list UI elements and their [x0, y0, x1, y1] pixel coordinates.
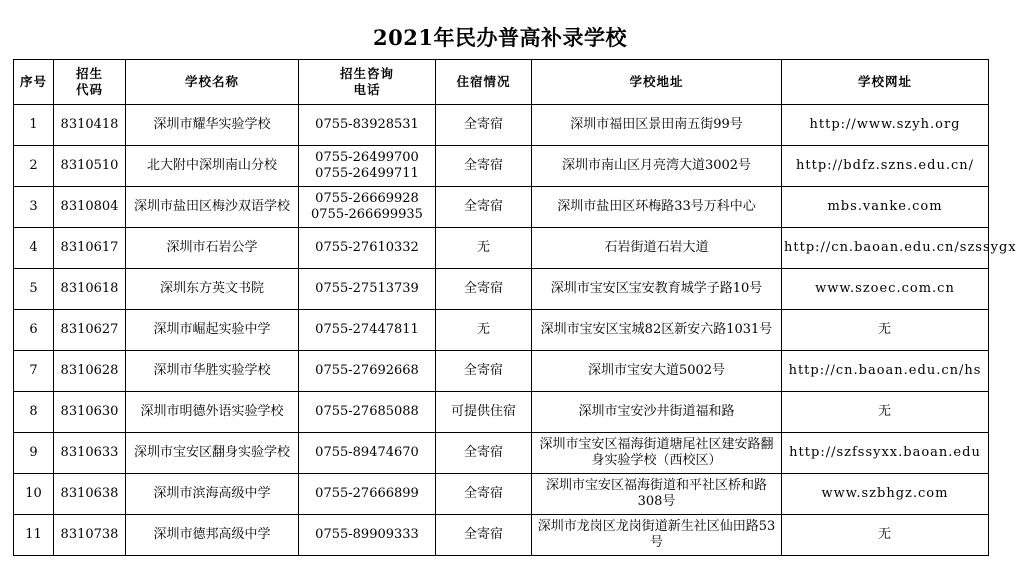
- cell-address: [532, 351, 782, 392]
- table-row: [14, 269, 989, 310]
- cell-website-text: http://www.szyh.org: [809, 117, 961, 132]
- cell-phone: [299, 351, 436, 392]
- cell-phone: [299, 433, 436, 474]
- cell-index-text: 9: [29, 445, 38, 460]
- cell-address-text: 深圳市宝安区宝城82区新安六路1031号: [540, 322, 773, 337]
- cell-index-text: 10: [25, 486, 42, 501]
- table-row: [14, 474, 989, 515]
- cell-boarding-text: 全寄宿: [463, 158, 503, 173]
- cell-code-text: 8310627: [60, 322, 119, 337]
- cell-index: [14, 187, 54, 228]
- cell-website: [782, 433, 989, 474]
- cell-address: [532, 187, 782, 228]
- cell-index-text: 4: [29, 240, 38, 255]
- cell-code: [54, 351, 126, 392]
- cell-code-text: 8310418: [60, 117, 119, 132]
- cell-school-name: [126, 515, 299, 556]
- cell-school-name: [126, 310, 299, 351]
- cell-school-name-text: 深圳市华胜实验学校: [153, 363, 271, 378]
- cell-boarding-text: 全寄宿: [463, 527, 503, 542]
- cell-address-text: 深圳市宝安区福海街道塘尾社区建安路翻身实验学校（西校区）: [539, 437, 774, 468]
- cell-index: [14, 269, 54, 310]
- cell-website-text: http://bdfz.szns.edu.cn/: [796, 158, 974, 173]
- phone-number: 0755-27685088: [315, 404, 419, 419]
- cell-school-name-text: 深圳市石岩公学: [166, 240, 258, 255]
- cell-index-text: 7: [29, 363, 38, 378]
- cell-index: [14, 105, 54, 146]
- cell-phone: [299, 474, 436, 515]
- cell-index: [14, 433, 54, 474]
- cell-code: [54, 228, 126, 269]
- cell-school-name-text: 深圳市滨海高级中学: [153, 486, 271, 501]
- cell-address-text: 石岩街道石岩大道: [604, 240, 709, 255]
- header-code-line1: 招生: [75, 66, 103, 81]
- cell-school-name-text: 深圳市宝安区翻身实验学校: [133, 445, 290, 460]
- cell-code: [54, 433, 126, 474]
- cell-website: [782, 105, 989, 146]
- cell-boarding-text: 全寄宿: [463, 486, 503, 501]
- cell-code: [54, 105, 126, 146]
- cell-school-name: [126, 146, 299, 187]
- cell-phone: [299, 515, 436, 556]
- phone-number: 0755-26499711: [315, 166, 419, 181]
- cell-index: [14, 474, 54, 515]
- cell-index: [14, 310, 54, 351]
- cell-website-text: http://szfssyxx.baoan.edu: [789, 445, 981, 460]
- cell-website: [782, 228, 1017, 269]
- page-title: 2021年民办普高补录学校: [373, 25, 627, 50]
- table-row: [14, 310, 989, 351]
- cell-website-text: http://cn.baoan.edu.cn/hs: [788, 363, 982, 378]
- table-row: [14, 433, 989, 474]
- cell-address-text: 深圳市宝安大道5002号: [587, 363, 726, 378]
- cell-school-name: [126, 433, 299, 474]
- cell-address-text: 深圳市南山区月亮湾大道3002号: [561, 158, 752, 173]
- cell-address-text: 深圳市龙岗区龙岗街道新生社区仙田路53号: [537, 519, 776, 550]
- cell-index-text: 6: [29, 322, 38, 337]
- cell-code-text: 8310510: [60, 158, 119, 173]
- header-code-line2: 代码: [75, 82, 103, 97]
- phone-number: 0755-27692668: [315, 363, 419, 378]
- cell-phone: [299, 187, 436, 228]
- table-row: [14, 515, 989, 556]
- cell-school-name: [126, 351, 299, 392]
- cell-code: [54, 269, 126, 310]
- cell-code-text: 8310804: [60, 199, 119, 214]
- cell-code: [54, 187, 126, 228]
- cell-website-text: mbs.vanke.com: [827, 199, 943, 214]
- phone-number: 0755-89909333: [315, 527, 419, 542]
- cell-code-text: 8310738: [60, 527, 119, 542]
- header-phone: [299, 60, 436, 105]
- cell-address: [532, 105, 782, 146]
- cell-website: [782, 146, 989, 187]
- cell-phone: [299, 105, 436, 146]
- cell-index: [14, 351, 54, 392]
- cell-website: [782, 474, 989, 515]
- cell-index: [14, 515, 54, 556]
- schools-table: [13, 59, 1017, 556]
- cell-index: [14, 228, 54, 269]
- header-code: [54, 60, 126, 105]
- cell-phone: [299, 146, 436, 187]
- cell-website-text: http://cn.baoan.edu.cn/szssygx: [784, 240, 1017, 255]
- cell-school-name: [126, 187, 299, 228]
- cell-website-text: 无: [877, 322, 892, 337]
- cell-boarding-text: 全寄宿: [463, 445, 503, 460]
- cell-boarding-text: 全寄宿: [463, 117, 503, 132]
- phone-number: 0755-26499700: [315, 150, 419, 165]
- cell-index-text: 5: [29, 281, 38, 296]
- phone-number: 0755-27666899: [315, 486, 419, 501]
- header-website: 学校网址: [782, 60, 989, 105]
- table-row: [14, 105, 989, 146]
- cell-boarding: [436, 228, 532, 269]
- cell-school-name: [126, 269, 299, 310]
- cell-boarding: [436, 474, 532, 515]
- cell-boarding: [436, 187, 532, 228]
- cell-code: [54, 474, 126, 515]
- cell-phone: [299, 228, 436, 269]
- cell-boarding-text: 可提供住宿: [450, 404, 516, 419]
- cell-address: [532, 146, 782, 187]
- cell-code-text: 8310638: [60, 486, 119, 501]
- cell-phone: [299, 392, 436, 433]
- cell-boarding-text: 全寄宿: [463, 199, 503, 214]
- cell-code-text: 8310628: [60, 363, 119, 378]
- cell-boarding: [436, 351, 532, 392]
- cell-school-name: [126, 474, 299, 515]
- phone-number: 0755-27610332: [315, 240, 419, 255]
- phone-number: 0755-27447811: [315, 322, 419, 337]
- cell-address: [532, 228, 782, 269]
- phone-number: 0755-83928531: [315, 117, 419, 132]
- cell-website: [782, 187, 989, 228]
- cell-school-name: [126, 228, 299, 269]
- header-phone-line1: 招生咨询: [339, 66, 394, 81]
- cell-address: [532, 392, 782, 433]
- cell-website-text: 无: [877, 404, 892, 419]
- cell-boarding-text: 无: [476, 322, 490, 337]
- cell-phone: [299, 310, 436, 351]
- table-row: [14, 146, 989, 187]
- cell-index-text: 11: [25, 527, 42, 542]
- cell-index-text: 1: [29, 117, 38, 132]
- cell-boarding: [436, 269, 532, 310]
- cell-address: [532, 515, 782, 556]
- cell-school-name-text: 深圳市耀华实验学校: [153, 117, 271, 132]
- cell-address-text: 深圳市宝安区宝安教育城学子路10号: [550, 281, 763, 296]
- cell-school-name-text: 深圳市盐田区梅沙双语学校: [133, 199, 290, 214]
- header-row: [14, 60, 989, 105]
- phone-number: 0755-27513739: [315, 281, 419, 296]
- cell-website: [782, 392, 989, 433]
- table-row: [14, 228, 989, 269]
- cell-address-text: 深圳市盐田区环梅路33号万科中心: [557, 199, 756, 214]
- cell-boarding: [436, 146, 532, 187]
- header-boarding: 住宿情况: [436, 60, 532, 105]
- header-index: 序号: [14, 60, 54, 105]
- phone-number: 0755-89474670: [315, 445, 419, 460]
- cell-website: [782, 351, 989, 392]
- phone-number: 0755-26669928: [315, 191, 419, 206]
- cell-code: [54, 146, 126, 187]
- cell-school-name-text: 深圳东方英文书院: [159, 281, 264, 296]
- cell-index-text: 3: [29, 199, 38, 214]
- cell-address-text: 深圳市福田区景田南五街99号: [570, 117, 743, 132]
- cell-code: [54, 392, 126, 433]
- header-address: 学校地址: [532, 60, 782, 105]
- cell-boarding: [436, 433, 532, 474]
- table-row: [14, 351, 989, 392]
- cell-phone: [299, 269, 436, 310]
- header-name: 学校名称: [126, 60, 299, 105]
- cell-index-text: 8: [29, 404, 38, 419]
- header-phone-line2: 电话: [353, 82, 381, 97]
- cell-code-text: 8310618: [60, 281, 119, 296]
- cell-address: [532, 310, 782, 351]
- cell-address: [532, 474, 782, 515]
- cell-boarding-text: 全寄宿: [463, 363, 503, 378]
- cell-code: [54, 310, 126, 351]
- cell-website-text: 无: [877, 527, 892, 542]
- cell-boarding-text: 全寄宿: [463, 281, 503, 296]
- cell-school-name-text: 深圳市崛起实验中学: [153, 322, 271, 337]
- phone-number: 0755-266699935: [311, 207, 423, 222]
- cell-website: [782, 310, 989, 351]
- cell-code: [54, 515, 126, 556]
- cell-website-text: www.szbhgz.com: [821, 486, 949, 501]
- table-row: [14, 392, 989, 433]
- cell-address: [532, 433, 782, 474]
- cell-code-text: 8310633: [60, 445, 119, 460]
- cell-school-name-text: 深圳市德邦高级中学: [153, 527, 271, 542]
- cell-boarding: [436, 310, 532, 351]
- cell-boarding: [436, 392, 532, 433]
- cell-school-name: [126, 392, 299, 433]
- cell-boarding: [436, 515, 532, 556]
- cell-code-text: 8310630: [60, 404, 119, 419]
- cell-website: [782, 515, 989, 556]
- table-row: [14, 187, 989, 228]
- cell-website-text: www.szoec.com.cn: [815, 281, 955, 296]
- cell-boarding: [436, 105, 532, 146]
- cell-address: [532, 269, 782, 310]
- cell-website: [782, 269, 989, 310]
- cell-address-text: 深圳市宝安区福海街道和平社区桥和路308号: [545, 478, 767, 509]
- cell-index: [14, 146, 54, 187]
- cell-school-name-text: 深圳市明德外语实验学校: [140, 404, 284, 419]
- cell-boarding-text: 无: [476, 240, 490, 255]
- cell-address-text: 深圳市宝安沙井街道福和路: [578, 404, 735, 419]
- cell-index-text: 2: [29, 158, 38, 173]
- cell-code-text: 8310617: [60, 240, 119, 255]
- cell-school-name: [126, 105, 299, 146]
- cell-index: [14, 392, 54, 433]
- cell-school-name-text: 北大附中深圳南山分校: [146, 158, 277, 173]
